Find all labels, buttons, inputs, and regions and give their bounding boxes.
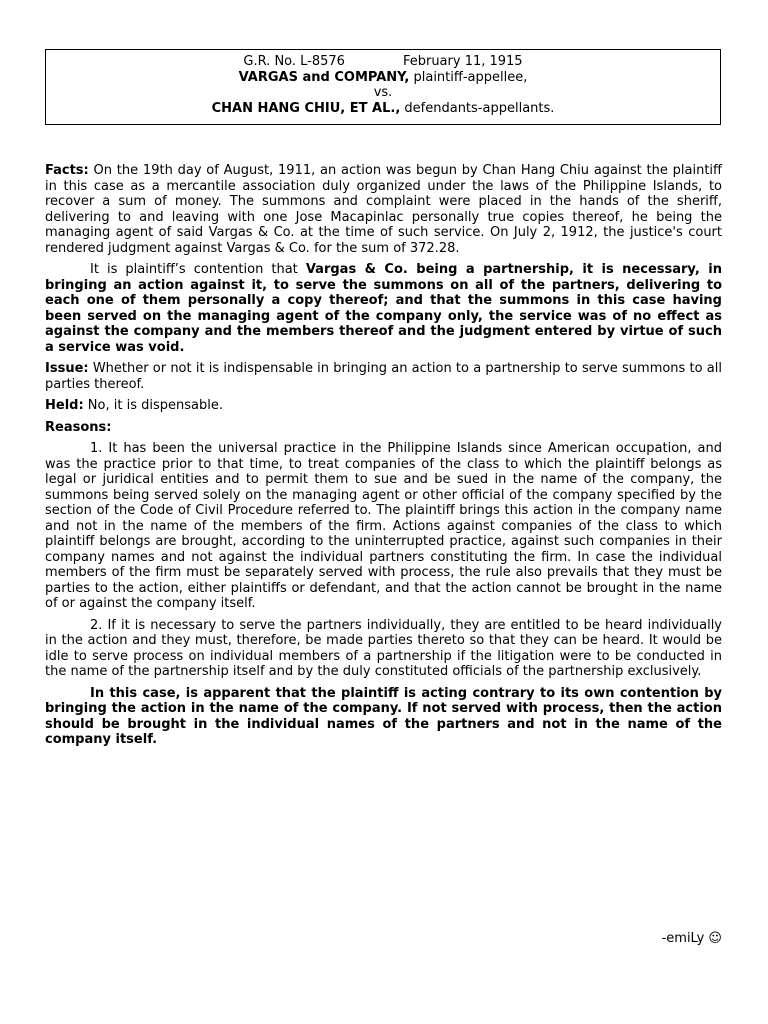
reason-2-paragraph: 2. If it is necessary to serve the partners individually, they are entitled to be heard individually in the action and they must, therefore, be made parties thereto so that they can be heard. It would be idle to serve process on individual members of a partnership if the litigation were to be conducted in the name of the partnership itself and by the duly constituted officials of the partnership exclusively. <box>45 617 722 679</box>
plaintiff-role: plaintiff-appellee, <box>409 69 528 85</box>
issue-label: Issue: <box>45 361 89 376</box>
gr-number: G.R. No. L-8576 <box>243 54 345 69</box>
facts-paragraph <box>45 163 722 256</box>
conclusion-paragraph: In this case, is apparent that the plaintiff is acting contrary to its own contention by bringing the action in the name of the company. If not served with process, then the action should be brought in the individual names of the partners and not in the name of the company itself. <box>45 685 722 747</box>
case-number-line <box>46 54 720 70</box>
reasons-label: Reasons: <box>45 419 112 435</box>
author-signature: -emiLy ☺ <box>661 931 722 946</box>
case-header <box>45 49 721 125</box>
issue-text: Whether or not it is indispensable in bringing an action to a partnership to serve summons to all parties thereof. <box>45 361 722 392</box>
defendant-line <box>46 101 720 117</box>
contention-bold: Vargas & Co. being a partnership, it is necessary, in bringing an action against it, to serve the summons on all of the partners, delivering to each one of them personally a copy thereof; and that the summons in this case having been served on the managing agent of the company only, the service was of no effect as against the company and the members thereof and the judgment entered by virtue of such a service was void. <box>45 262 722 355</box>
reason-1-paragraph: 1. It has been the universal practice in the Philippine Islands since American occupation, and was the practice prior to that time, to treat companies of the class to which the plaintiff belongs as legal or juridical entities and to permit them to sue and be sued in the name of the company, the summons being served solely on the managing agent or other official of the company specified by the section of the Code of Civil Procedure referred to. The plaintiff brings this action in the company name and not in the name of the members of the firm. Actions against companies of the class to which plaintiff belongs are brought, according to the uninterrupted practice, against such companies in their company names and not against the individual partners constituting the firm. In case the individual members of the firm must be separately served with process, the rule also prevails that they must be parties to the action, either plaintiffs or defendant, and that the action cannot be brought in the name of or against the company itself. <box>45 441 722 611</box>
facts-label: Facts: <box>45 163 89 178</box>
facts-text: On the 19th day of August, 1911, an action was begun by Chan Hang Chiu against the plaintiff in this case as a mercantile association duly organized under the laws of the Philippine Islands, to recover a sum of money. The summons and complaint were placed in the hands of the sheriff, delivering to and leaving with one Jose Macapinlac personally true copies thereof, he being the managing agent of said Vargas & Co. at the time of such service. On July 2, 1912, the justice's court rendered judgment against Vargas & Co. for the sum of 372.28. <box>45 163 722 256</box>
defendant-name: CHAN HANG CHIU, ET AL., <box>211 100 401 116</box>
held-label: Held: <box>45 398 84 413</box>
contention-paragraph <box>45 262 722 355</box>
case-digest-body <box>45 163 722 754</box>
reasons-heading <box>45 420 722 436</box>
contention-intro: It is plaintiff’s contention that <box>90 262 306 277</box>
defendant-role: defendants-appellants. <box>400 100 555 116</box>
held-text: No, it is dispensable. <box>83 398 223 413</box>
versus: vs. <box>373 85 393 100</box>
plaintiff-line <box>46 70 720 86</box>
held-paragraph <box>45 398 722 414</box>
issue-paragraph <box>45 361 722 392</box>
decision-date: February 11, 1915 <box>402 54 523 69</box>
plaintiff-name: VARGAS and COMPANY, <box>238 69 410 85</box>
